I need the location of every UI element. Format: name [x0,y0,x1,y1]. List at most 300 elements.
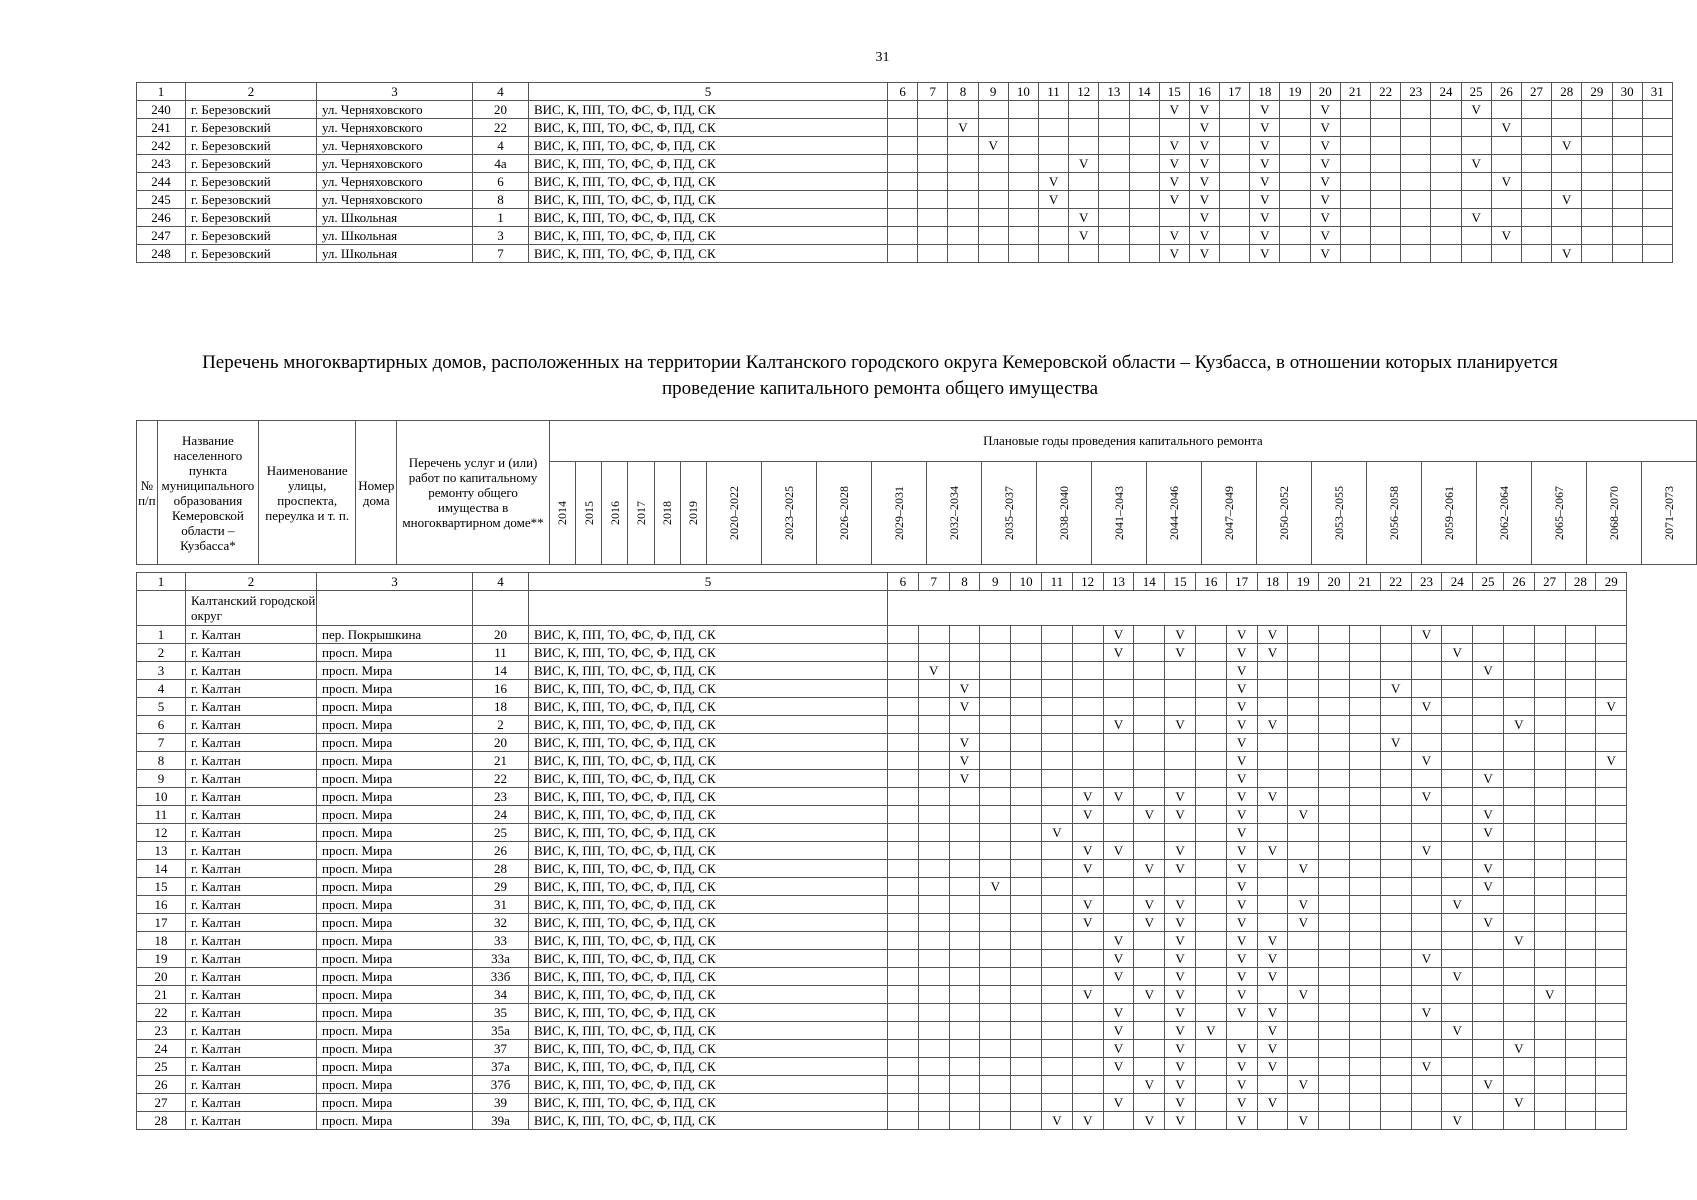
year-mark-cell [1380,1112,1411,1130]
year-mark-cell [1521,173,1551,191]
year-mark-cell: V [1226,680,1257,698]
column-number-cell: 6 [888,573,919,591]
year-mark-cell [1565,734,1596,752]
year-mark-cell [1534,788,1565,806]
column-number-cell: 22 [1380,573,1411,591]
works-cell: ВИС, К, ПП, ТО, ФС, Ф, ПД, СК [529,173,888,191]
year-mark-cell: V [1596,698,1627,716]
year-mark-cell: V [1226,806,1257,824]
year-mark-cell [1411,896,1442,914]
row-number: 14 [137,860,186,878]
year-mark-cell: V [1257,950,1288,968]
year-header-label: 2016 [607,501,622,525]
year-mark-cell: V [1411,950,1442,968]
year-mark-cell [1552,155,1582,173]
row-number: 246 [137,209,186,227]
house-cell: 37а [473,1058,529,1076]
year-mark-cell [1411,680,1442,698]
year-mark-cell [918,119,948,137]
year-mark-cell [1411,1076,1442,1094]
year-mark-cell [1491,101,1521,119]
year-header-cell [761,462,816,565]
works-cell: ВИС, К, ПП, ТО, ФС, Ф, ПД, СК [529,209,888,227]
city-cell: г. Калтан [186,716,317,734]
house-cell: 35а [473,1022,529,1040]
year-mark-cell: V [1159,173,1189,191]
year-mark-cell [978,101,1008,119]
year-mark-cell [1380,896,1411,914]
year-mark-cell [1642,101,1672,119]
year-mark-cell [1596,932,1627,950]
works-cell: ВИС, К, ПП, ТО, ФС, Ф, ПД, СК [529,1094,888,1112]
year-mark-cell: V [1473,860,1504,878]
year-mark-cell [1612,209,1642,227]
year-mark-cell [1288,932,1319,950]
year-mark-cell [1411,824,1442,842]
year-mark-cell [1582,227,1612,245]
section-title-line-1: Перечень многоквартирных домов, расположенных на территории Калтанского городского округа Кемеровской области – Кузбасса, в отношении которых планируется [202,352,1558,373]
year-mark-cell [1195,896,1226,914]
works-cell: ВИС, К, ПП, ТО, ФС, Ф, ПД, СК [529,842,888,860]
year-mark-cell [1503,680,1534,698]
year-mark-cell [949,896,980,914]
year-mark-cell [1069,191,1099,209]
year-mark-cell [1411,878,1442,896]
year-header-cell [926,462,981,565]
year-mark-cell [1491,245,1521,263]
year-mark-cell [1041,734,1072,752]
year-mark-cell: V [1411,752,1442,770]
year-mark-cell [1288,1004,1319,1022]
year-mark-cell [1011,950,1042,968]
year-mark-cell [1072,644,1103,662]
city-cell: г. Калтан [186,806,317,824]
year-mark-cell [1257,662,1288,680]
year-mark-cell [1226,1022,1257,1040]
year-mark-cell [1134,1022,1165,1040]
house-cell: 35 [473,1004,529,1022]
year-mark-cell [1195,698,1226,716]
year-mark-cell: V [1038,191,1068,209]
year-mark-cell [949,932,980,950]
year-mark-cell [1442,1076,1473,1094]
house-cell: 22 [473,770,529,788]
year-mark-cell [1011,860,1042,878]
street-cell: просп. Мира [317,752,473,770]
year-mark-cell: V [1069,155,1099,173]
year-mark-cell: V [1069,209,1099,227]
year-mark-cell [918,878,949,896]
year-mark-cell [1442,950,1473,968]
year-mark-cell [1129,137,1159,155]
works-cell: ВИС, К, ПП, ТО, ФС, Ф, ПД, СК [529,914,888,932]
year-mark-cell [888,896,919,914]
year-header-label: 2044–2046 [1166,486,1181,540]
year-mark-cell [1431,209,1461,227]
year-mark-cell [1642,137,1672,155]
year-mark-cell [1534,860,1565,878]
row-number: 18 [137,932,186,950]
house-cell: 2 [473,716,529,734]
year-mark-cell [1099,191,1129,209]
year-mark-cell [1401,155,1431,173]
year-mark-cell [1473,716,1504,734]
year-mark-cell [1280,155,1310,173]
year-mark-cell [1072,878,1103,896]
year-mark-cell [1380,626,1411,644]
year-mark-cell [1195,626,1226,644]
column-number-cell: 29 [1596,573,1627,591]
city-cell: г. Калтан [186,698,317,716]
column-number-cell: 2 [186,573,317,591]
year-mark-cell [1534,824,1565,842]
year-mark-cell [1565,1040,1596,1058]
year-mark-cell: V [1103,1004,1134,1022]
year-mark-cell: V [1310,101,1340,119]
year-mark-cell [1349,968,1380,986]
house-cell: 33 [473,932,529,950]
street-cell: просп. Мира [317,698,473,716]
year-mark-cell: V [1159,191,1189,209]
street-cell: просп. Мира [317,1112,473,1130]
table-row [137,101,1673,119]
year-mark-cell [1503,698,1534,716]
year-mark-cell [888,227,918,245]
year-mark-cell: V [1226,698,1257,716]
year-mark-cell [1552,227,1582,245]
year-mark-cell [1011,734,1042,752]
year-mark-cell [888,878,919,896]
year-mark-cell [888,752,919,770]
year-mark-cell: V [1165,806,1196,824]
year-mark-cell: V [1041,1112,1072,1130]
year-mark-cell: V [1189,101,1219,119]
year-mark-cell: V [1159,101,1189,119]
year-mark-cell [1011,788,1042,806]
house-cell: 39 [473,1094,529,1112]
street-cell: просп. Мира [317,896,473,914]
year-mark-cell [918,1112,949,1130]
house-cell: 20 [473,626,529,644]
year-mark-cell [1642,155,1672,173]
year-mark-cell [1565,1004,1596,1022]
year-mark-cell: V [1226,950,1257,968]
street-cell: просп. Мира [317,662,473,680]
year-mark-cell: V [1226,860,1257,878]
table-row [137,716,1627,734]
year-mark-cell [1041,1076,1072,1094]
row-number: 25 [137,1058,186,1076]
year-mark-cell [1220,101,1250,119]
year-mark-cell [1288,824,1319,842]
year-mark-cell: V [1226,716,1257,734]
year-mark-cell [1442,1094,1473,1112]
table-row [137,968,1627,986]
year-mark-cell [1565,644,1596,662]
year-mark-cell [1442,788,1473,806]
house-cell: 31 [473,896,529,914]
year-mark-cell [1349,680,1380,698]
street-cell: просп. Мира [317,878,473,896]
year-mark-cell [918,209,948,227]
year-mark-cell [1411,644,1442,662]
year-mark-cell [1195,968,1226,986]
year-mark-cell [1596,662,1627,680]
house-cell: 14 [473,662,529,680]
year-mark-cell [1195,932,1226,950]
year-mark-cell [1041,626,1072,644]
year-mark-cell [980,644,1011,662]
year-mark-cell [1442,986,1473,1004]
year-mark-cell [1565,770,1596,788]
street-cell: просп. Мира [317,1004,473,1022]
year-mark-cell [1473,1022,1504,1040]
table-row [137,1094,1627,1112]
house-cell: 1 [473,209,529,227]
year-mark-cell [1380,662,1411,680]
street-cell: просп. Мира [317,806,473,824]
works-cell: ВИС, К, ПП, ТО, ФС, Ф, ПД, СК [529,662,888,680]
year-mark-cell [1280,137,1310,155]
year-mark-cell: V [1473,914,1504,932]
year-mark-cell [1280,209,1310,227]
year-mark-cell [1008,101,1038,119]
year-mark-cell [1503,824,1534,842]
city-cell: г. Калтан [186,842,317,860]
city-cell: г. Березовский [186,209,317,227]
year-mark-cell [1103,878,1134,896]
year-mark-cell [918,842,949,860]
year-mark-cell [1099,137,1129,155]
year-mark-cell [1431,101,1461,119]
year-mark-cell: V [1250,173,1280,191]
year-mark-cell: V [1165,1022,1196,1040]
year-mark-cell [1473,626,1504,644]
year-mark-cell [888,968,919,986]
year-mark-cell [1319,752,1350,770]
year-mark-cell [1380,1094,1411,1112]
year-mark-cell: V [1226,1040,1257,1058]
year-mark-cell: V [1250,227,1280,245]
year-mark-cell [1319,1094,1350,1112]
year-mark-cell [1319,788,1350,806]
year-mark-cell [1552,173,1582,191]
year-mark-cell [1442,842,1473,860]
year-mark-cell [1099,245,1129,263]
year-mark-cell [1401,191,1431,209]
year-mark-cell [1041,770,1072,788]
year-mark-cell [888,770,919,788]
year-mark-cell [918,1040,949,1058]
year-mark-cell: V [1257,1040,1288,1058]
year-mark-cell [888,245,918,263]
year-header-cell [602,462,628,565]
year-mark-cell [1165,662,1196,680]
year-mark-cell [1340,173,1370,191]
year-mark-cell [980,1058,1011,1076]
year-mark-cell: V [1226,770,1257,788]
year-mark-cell [1401,209,1431,227]
year-mark-cell [888,824,919,842]
year-header-cell [654,462,680,565]
year-mark-cell [1521,155,1551,173]
year-mark-cell [1288,752,1319,770]
year-mark-cell [1431,227,1461,245]
year-mark-cell: V [1411,842,1442,860]
year-mark-cell [1473,1058,1504,1076]
year-mark-cell [1596,986,1627,1004]
year-mark-cell [1401,119,1431,137]
group-empty-cell [317,591,473,626]
works-cell: ВИС, К, ПП, ТО, ФС, Ф, ПД, СК [529,950,888,968]
city-cell: г. Калтан [186,1058,317,1076]
year-mark-cell [1134,1004,1165,1022]
group-empty-cell [529,591,888,626]
column-number-cell: 9 [978,83,1008,101]
year-mark-cell [1349,788,1380,806]
year-mark-cell [949,1040,980,1058]
table-row [137,227,1673,245]
year-mark-cell [1195,644,1226,662]
year-mark-cell [1257,698,1288,716]
year-mark-cell: V [1257,968,1288,986]
year-mark-cell: V [1461,209,1491,227]
year-mark-cell [1011,662,1042,680]
year-mark-cell [1011,1022,1042,1040]
year-mark-cell: V [1165,644,1196,662]
year-header-cell [1036,462,1091,565]
table-row [137,644,1627,662]
year-header-cell [1641,462,1696,565]
year-mark-cell [1129,119,1159,137]
year-mark-cell [1349,716,1380,734]
year-mark-cell [1411,1022,1442,1040]
year-mark-cell [888,209,918,227]
row-number: 248 [137,245,186,263]
year-mark-cell [949,1004,980,1022]
year-mark-cell [1165,752,1196,770]
year-mark-cell [1534,1040,1565,1058]
year-mark-cell: V [1257,716,1288,734]
year-mark-cell: V [1226,662,1257,680]
year-mark-cell [1349,644,1380,662]
year-mark-cell [1072,1076,1103,1094]
works-cell: ВИС, К, ПП, ТО, ФС, Ф, ПД, СК [529,1004,888,1022]
column-number-cell: 21 [1340,83,1370,101]
year-mark-cell [1442,680,1473,698]
year-mark-cell [949,968,980,986]
year-mark-cell: V [1552,191,1582,209]
year-mark-cell [918,155,948,173]
year-mark-cell [1319,1022,1350,1040]
year-mark-cell [1008,209,1038,227]
year-mark-cell [1349,986,1380,1004]
year-mark-cell [1072,1040,1103,1058]
year-mark-cell [1349,1004,1380,1022]
group-empty-cell [888,591,1627,626]
year-mark-cell: V [1072,896,1103,914]
year-mark-cell: V [1103,788,1134,806]
year-mark-cell [1380,770,1411,788]
year-mark-cell [1565,680,1596,698]
year-header-cell [1531,462,1586,565]
year-mark-cell [1349,914,1380,932]
table-row [137,662,1627,680]
column-number-cell: 10 [1008,83,1038,101]
year-mark-cell [1349,626,1380,644]
year-mark-cell: V [1442,644,1473,662]
street-cell: просп. Мира [317,734,473,752]
column-number-cell: 16 [1195,573,1226,591]
year-mark-cell [1473,1094,1504,1112]
year-mark-cell: V [1103,1094,1134,1112]
year-mark-cell: V [1159,137,1189,155]
year-mark-cell: V [1442,968,1473,986]
year-mark-cell [1103,662,1134,680]
row-number: 12 [137,824,186,842]
year-mark-cell: V [1159,227,1189,245]
year-mark-cell [1371,227,1401,245]
year-mark-cell [918,644,949,662]
year-mark-cell [980,1040,1011,1058]
house-cell: 34 [473,986,529,1004]
year-mark-cell: V [1165,1076,1196,1094]
year-mark-cell [1534,752,1565,770]
year-mark-cell: V [1165,716,1196,734]
works-cell: ВИС, К, ПП, ТО, ФС, Ф, ПД, СК [529,1022,888,1040]
year-mark-cell [1349,806,1380,824]
column-number-cell: 24 [1442,573,1473,591]
table-row [137,173,1673,191]
year-mark-cell [1371,119,1401,137]
year-mark-cell [1473,752,1504,770]
year-mark-cell [1257,806,1288,824]
year-mark-cell [1596,1058,1627,1076]
year-mark-cell [1565,842,1596,860]
year-mark-cell: V [1072,914,1103,932]
street-cell: ул. Черняховского [317,119,473,137]
year-mark-cell [1072,932,1103,950]
year-mark-cell [1134,716,1165,734]
year-mark-cell [888,950,919,968]
year-mark-cell: V [918,662,949,680]
year-mark-cell [888,173,918,191]
year-mark-cell [1534,626,1565,644]
table-row [137,932,1627,950]
year-mark-cell [1349,662,1380,680]
year-mark-cell [1596,806,1627,824]
year-mark-cell [888,662,919,680]
year-mark-cell [1349,1058,1380,1076]
year-mark-cell: V [1165,896,1196,914]
city-cell: г. Калтан [186,986,317,1004]
year-mark-cell [1473,968,1504,986]
year-mark-cell: V [1411,1058,1442,1076]
year-mark-cell [980,1076,1011,1094]
year-mark-cell [1280,227,1310,245]
year-mark-cell [1340,191,1370,209]
year-mark-cell [948,101,978,119]
city-cell: г. Калтан [186,950,317,968]
year-mark-cell [1041,806,1072,824]
year-mark-cell [1288,878,1319,896]
year-mark-cell [1596,1094,1627,1112]
year-mark-cell: V [1103,644,1134,662]
year-mark-cell [980,770,1011,788]
year-header-label: 2038–2040 [1056,486,1071,540]
year-mark-cell [1041,1022,1072,1040]
year-mark-cell: V [1473,1076,1504,1094]
